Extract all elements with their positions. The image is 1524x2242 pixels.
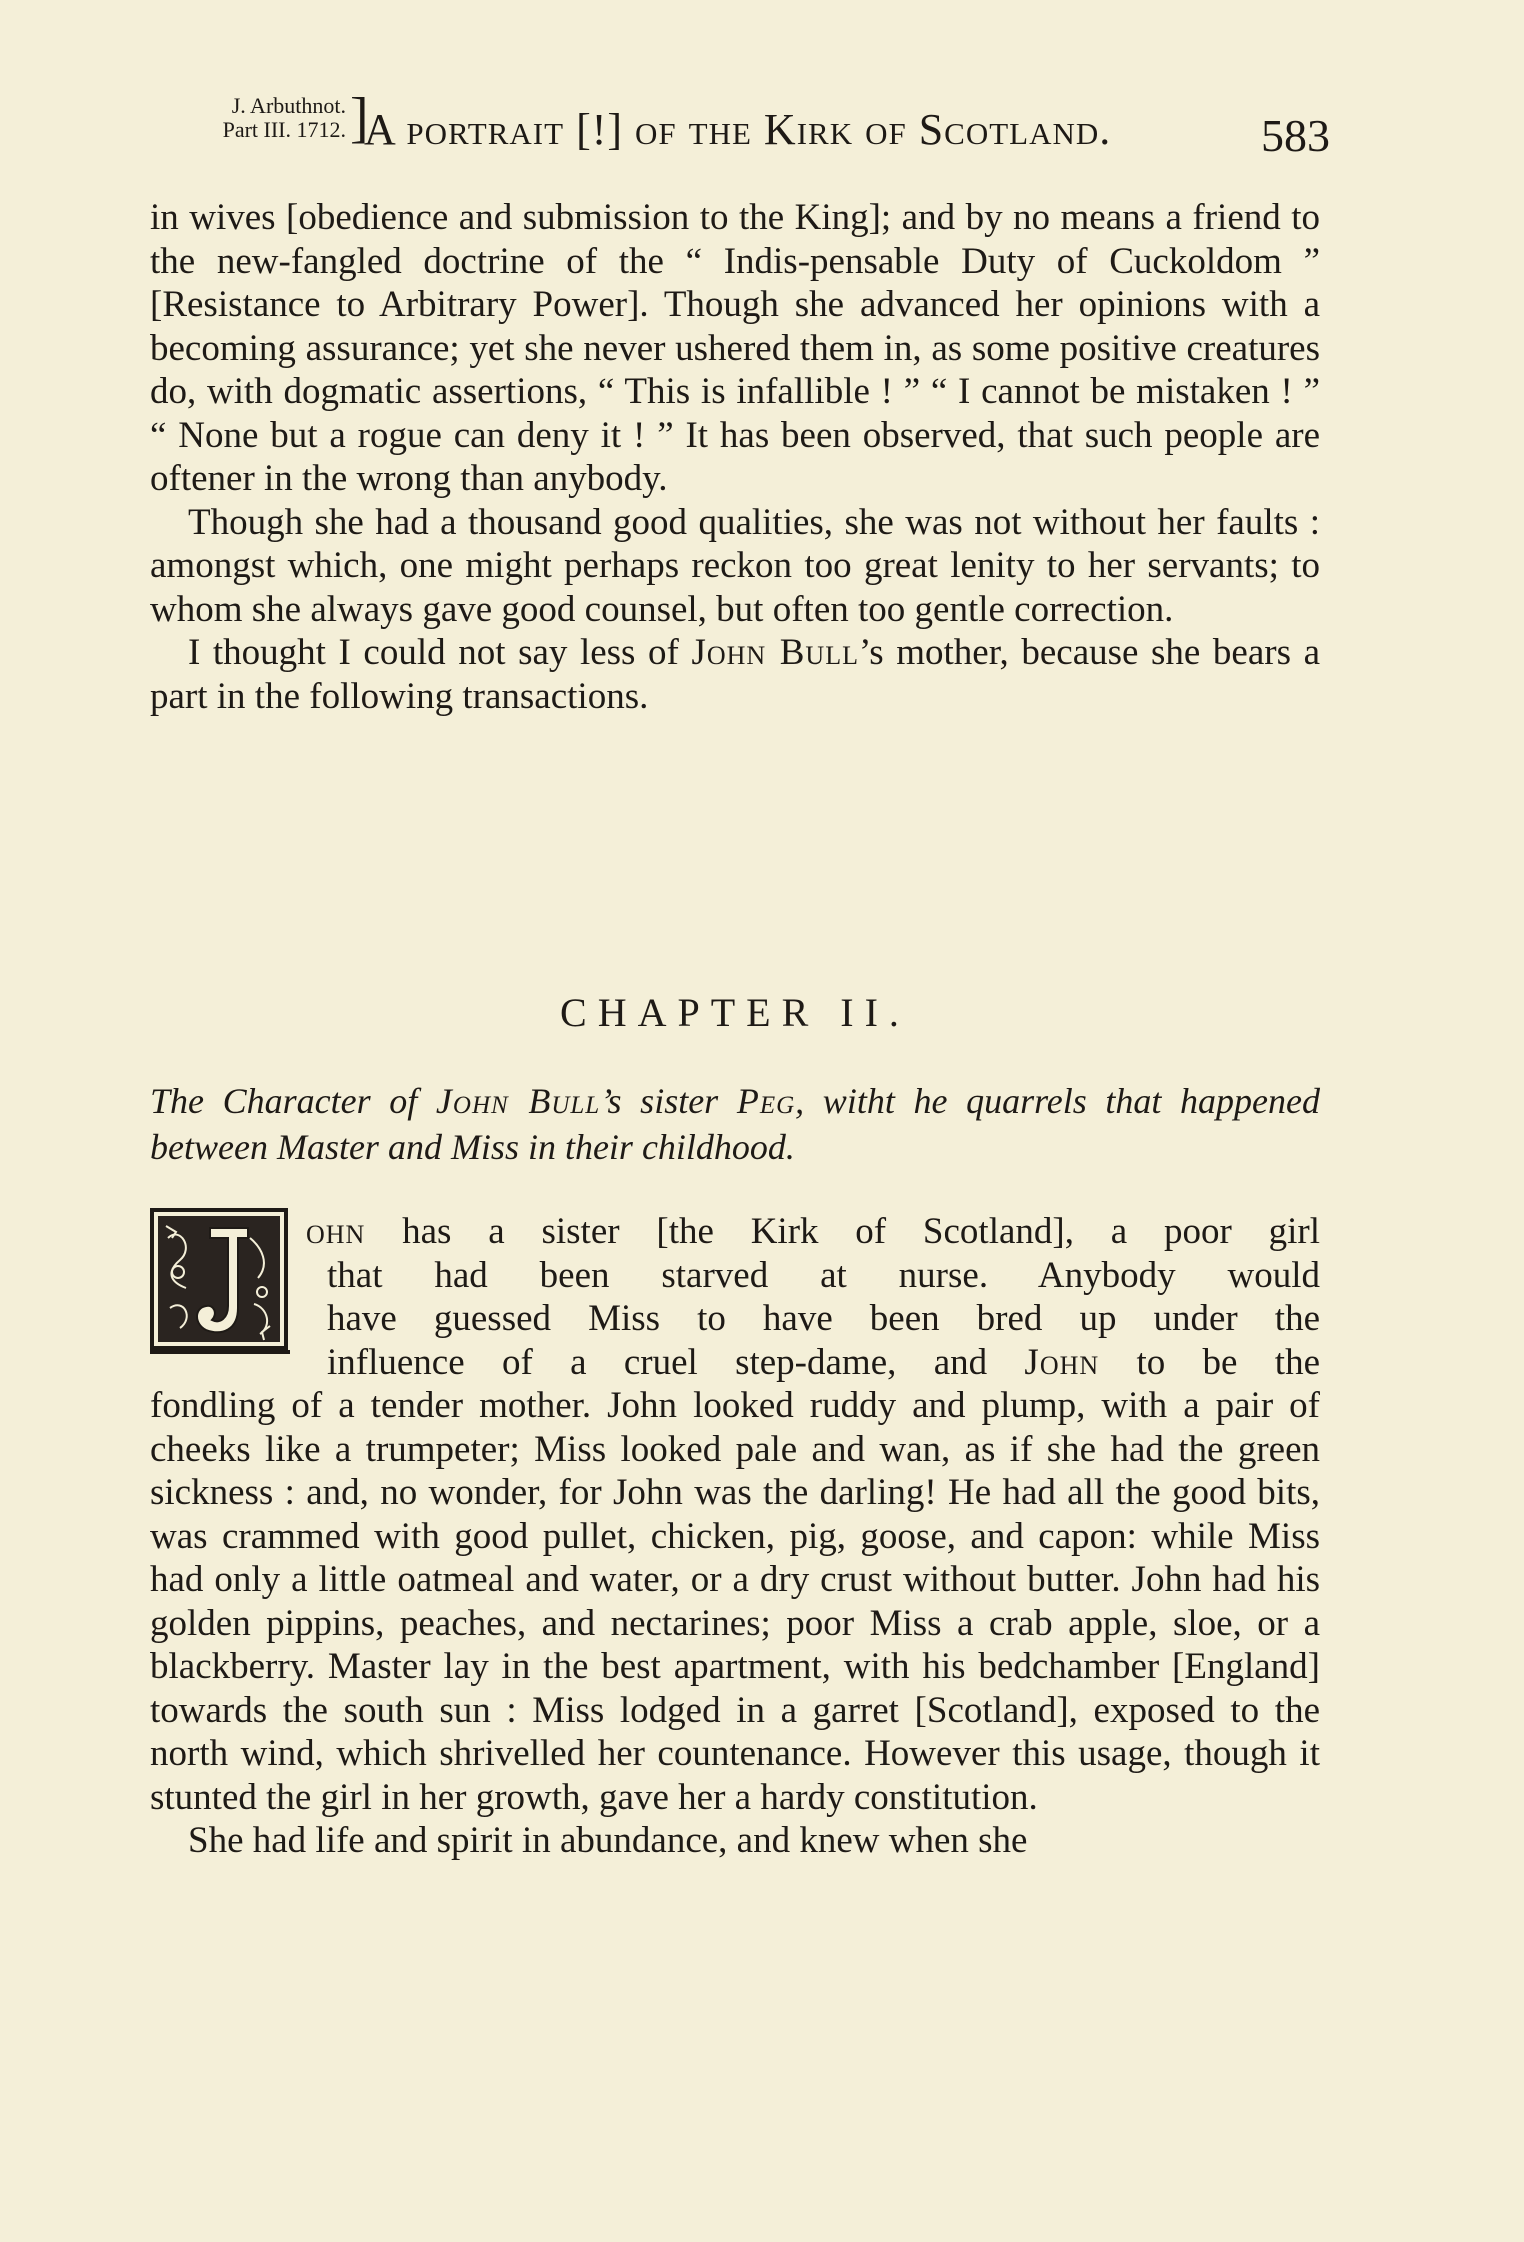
running-head-title	[364, 104, 1111, 156]
chapter-body	[150, 1210, 1320, 1863]
body-line-4-name: John	[1024, 1341, 1100, 1383]
side-note	[168, 94, 346, 142]
paragraph-3-name: John Bull	[691, 632, 859, 673]
subtitle-name2: Peg	[736, 1081, 796, 1121]
side-note-part: Part III. 1712.	[222, 117, 346, 142]
chapter-body-paragraph: fondling of a tender mother. John looked ruddy and plump, with a pair of cheeks like a trumpeter; Miss looked pale and wan, as if she had the green sickness : and, no wonder, for John was the darling! He had all the good bits, was crammed with good pullet, chicken, pig, goose, and capon: while Miss had only a little oatmeal and water, or a dry crust without butter. John had his golden pippins, peaches, and nectarines; poor Miss a crab apple, sloe, or a blackberry. Master lay in the best apartment, with his bedchamber [England] towards the south sun : Miss lodged in a garret [Scotland], exposed to the north wind, which shrivelled her countenance. However this usage, though it stunted the girl in her growth, gave her a hardy constitution.	[150, 1385, 1320, 1818]
body-line-2: that had been starved at nurse. Anybody would	[327, 1254, 1320, 1296]
paragraph-2: Though she had a thousand good qualities, she was not without her faults : amongst which, one might perhaps reckon too great lenity to her servants; to whom she always gave good counsel, but often too gentle correction.	[150, 501, 1320, 630]
continued-text	[150, 196, 1320, 718]
body-line-4	[150, 1341, 1320, 1385]
body-line-1	[150, 1210, 1320, 1254]
body-line-3: have guessed Miss to have been bred up under the	[327, 1298, 1320, 1339]
chapter-subtitle	[150, 1078, 1320, 1170]
side-note-author: J. Arbuthnot.	[231, 93, 346, 118]
head-title-part2: of the Kirk of Scotland.	[635, 105, 1112, 154]
chapter-body-last-line: She had life and spirit in abundance, and knew when she	[188, 1820, 1028, 1861]
head-title-part1: A portrait	[364, 105, 565, 154]
paragraph-3-pre: I thought I could not say less of	[188, 632, 692, 673]
body-line-1-sc: ohn	[306, 1211, 366, 1252]
paragraph-3	[150, 631, 1320, 718]
body-line-1-rest: has a sister [the Kirk of Scotland], a poor girl	[365, 1211, 1320, 1252]
running-head	[168, 88, 1330, 160]
drop-cap-lines	[150, 1210, 1320, 1384]
subtitle-part2: ’s sister	[600, 1081, 737, 1121]
body-line-4-pre: influence of a cruel step-dame, and	[327, 1341, 1025, 1383]
chapter-heading: CHAPTER II.	[560, 990, 910, 1035]
subtitle-name1: John Bull	[435, 1081, 601, 1121]
head-title-mark: [!]	[576, 105, 624, 154]
paragraph-3-post: ’s mother, because she bears a part in the following transactions.	[150, 632, 1320, 717]
subtitle-part3: , witht he quarrels that happened between Master and Miss in their childhood.	[150, 1081, 1320, 1167]
side-note-bracket: ]	[350, 87, 369, 149]
body-line-4-post: to be the	[1099, 1341, 1320, 1383]
subtitle-part1: The Character of	[150, 1081, 436, 1121]
page-number: 583	[1261, 110, 1330, 161]
paragraph-1: in wives [obedience and submission to the King]; and by no means a friend to the new-fangled doctrine of the “ Indis-pensable Duty of Cuckoldom ” [Resistance to Arbitrary Power]. Though she advanced her opinions with a becoming assurance; yet she never ushered them in, as some positive creatures do, with dogmatic assertions, “ This is infallible ! ” “ I cannot be mistaken ! ” “ None but a rogue can deny it ! ” It has been observed, that such people are oftener in the wrong than anybody.	[150, 197, 1320, 499]
